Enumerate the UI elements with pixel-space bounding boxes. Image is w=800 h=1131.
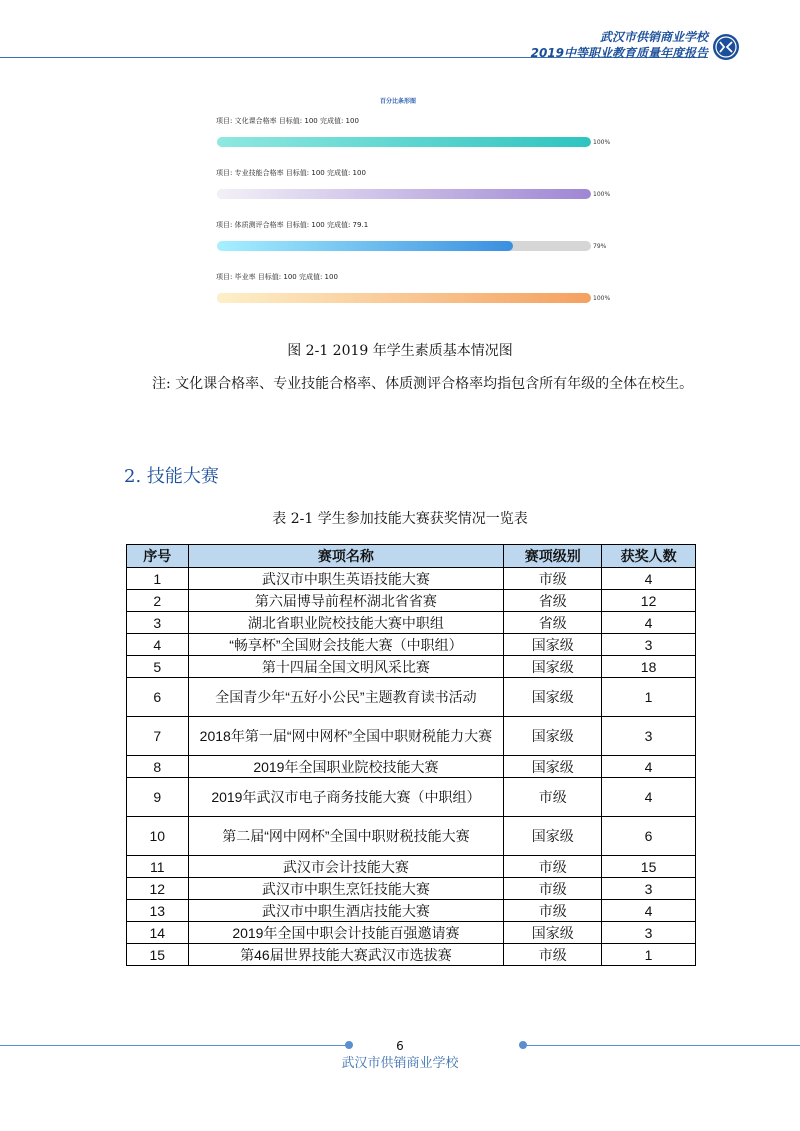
header-school-name: 武汉市供销商业学校 [599,30,708,44]
table-cell-level: 市级 [504,568,602,590]
table-cell-level: 市级 [504,900,602,922]
table-caption: 表 2-1 学生参加技能大赛获奖情况一览表 [272,511,528,527]
table-row [127,778,696,817]
chart-title: 百分比条形图 [380,98,417,105]
progress-fill [217,293,591,303]
table-cell-index: 13 [127,900,189,922]
table-row [127,944,696,966]
progress-chart [216,96,636,316]
table-cell-level: 国家级 [504,717,602,756]
table-row [127,634,696,656]
table-cell-level: 省级 [504,590,602,612]
table-cell-count: 4 [602,756,696,778]
table-row [127,900,696,922]
table-cell-count: 4 [602,568,696,590]
awards-table [126,544,696,966]
school-logo-icon [712,33,740,61]
table-cell-index: 9 [127,778,189,817]
table-cell-level: 国家级 [504,817,602,856]
table-row [127,817,696,856]
table-cell-count: 15 [602,856,696,878]
table-header-row [127,545,696,568]
header-cell-name: 赛项名称 [188,545,504,568]
table-cell-name: 武汉市中职生酒店技能大赛 [188,900,504,922]
progress-item [216,272,636,312]
header-cell-index: 序号 [127,545,189,568]
table-cell-count: 3 [602,634,696,656]
table-cell-index: 10 [127,817,189,856]
progress-track [217,293,591,303]
table-cell-index: 7 [127,717,189,756]
table-cell-index: 11 [127,856,189,878]
progress-fill [217,189,591,199]
table-cell-count: 3 [602,922,696,944]
table-cell-index: 4 [127,634,189,656]
table-cell-count: 4 [602,778,696,817]
table-row [127,756,696,778]
table-cell-index: 1 [127,568,189,590]
table-cell-name: 2019年全国职业院校技能大赛 [188,756,504,778]
table-cell-index: 3 [127,612,189,634]
table-row [127,678,696,717]
table-cell-level: 国家级 [504,634,602,656]
table-cell-name: 武汉市中职生英语技能大赛 [188,568,504,590]
progress-label: 项目: 文化课合格率 目标值: 100 完成值: 100 [216,117,359,125]
table-cell-count: 1 [602,944,696,966]
table-cell-name: 第六届博导前程杯湖北省省赛 [188,590,504,612]
table-cell-name: 第二届“网中网杯”全国中职财税技能大赛 [188,817,504,856]
table-cell-index: 12 [127,878,189,900]
table-cell-name: 2019年全国中职会计技能百强邀请赛 [188,922,504,944]
table-cell-index: 2 [127,590,189,612]
progress-fill [217,137,591,147]
table-cell-level: 国家级 [504,756,602,778]
table-cell-count: 3 [602,717,696,756]
progress-fill [217,241,513,251]
table-cell-index: 8 [127,756,189,778]
progress-percent: 100% [593,295,611,302]
table-cell-count: 18 [602,656,696,678]
table-cell-level: 市级 [504,778,602,817]
table-cell-index: 14 [127,922,189,944]
table-cell-count: 4 [602,612,696,634]
progress-percent: 100% [593,191,611,198]
header-cell-count: 获奖人数 [602,545,696,568]
table-cell-level: 国家级 [504,922,602,944]
table-cell-count: 4 [602,900,696,922]
table-cell-name: 武汉市会计技能大赛 [188,856,504,878]
table-cell-count: 1 [602,678,696,717]
table-cell-count: 6 [602,817,696,856]
figure-caption: 图 2-1 2019 年学生素质基本情况图 [287,343,513,359]
table-cell-level: 国家级 [504,656,602,678]
figure-note: 注: 文化课合格率、专业技能合格率、体质测评合格率均指包含所有年级的全体在校生。 [152,376,694,392]
table-cell-name: 武汉市中职生烹饪技能大赛 [188,878,504,900]
table-cell-name: “畅享杯”全国财会技能大赛（中职组） [188,634,504,656]
table-cell-name: 2018年第一届“网中网杯”全国中职财税能力大赛 [188,717,504,756]
table-cell-name: 全国青少年“五好小公民”主题教育读书活动 [188,678,504,717]
page-number: 6 [396,1039,404,1053]
progress-percent: 100% [593,139,611,146]
header-report-title: 2019中等职业教育质量年度报告 [530,46,708,60]
table-cell-index: 6 [127,678,189,717]
progress-track [217,137,591,147]
progress-track [217,241,591,251]
table-row [127,717,696,756]
table-row [127,922,696,944]
table-cell-index: 5 [127,656,189,678]
table-cell-level: 国家级 [504,678,602,717]
table-cell-name: 湖北省职业院校技能大赛中职组 [188,612,504,634]
table-cell-name: 2019年武汉市电子商务技能大赛（中职组） [188,778,504,817]
progress-item [216,168,636,208]
table-row [127,656,696,678]
table-cell-level: 市级 [504,944,602,966]
table-cell-name: 第十四届全国文明风采比赛 [188,656,504,678]
section-title: 2. 技能大赛 [124,466,219,487]
table-cell-count: 3 [602,878,696,900]
table-cell-level: 省级 [504,612,602,634]
header-cell-level: 赛项级别 [504,545,602,568]
progress-label: 项目: 体质测评合格率 目标值: 100 完成值: 79.1 [216,221,369,229]
table-cell-count: 12 [602,590,696,612]
page-header [0,0,800,70]
progress-item [216,116,636,156]
table-row [127,878,696,900]
table-row [127,856,696,878]
progress-item [216,220,636,260]
progress-label: 项目: 专业技能合格率 目标值: 100 完成值: 100 [216,169,366,177]
table-cell-level: 市级 [504,856,602,878]
table-row [127,612,696,634]
progress-track [217,189,591,199]
footer-school-name: 武汉市供销商业学校 [341,1056,459,1071]
table-row [127,568,696,590]
table-cell-level: 市级 [504,878,602,900]
progress-percent: 79% [593,243,607,250]
table-cell-index: 15 [127,944,189,966]
table-row [127,590,696,612]
table-cell-name: 第46届世界技能大赛武汉市选拔赛 [188,944,504,966]
progress-label: 项目: 毕业率 目标值: 100 完成值: 100 [216,273,338,281]
